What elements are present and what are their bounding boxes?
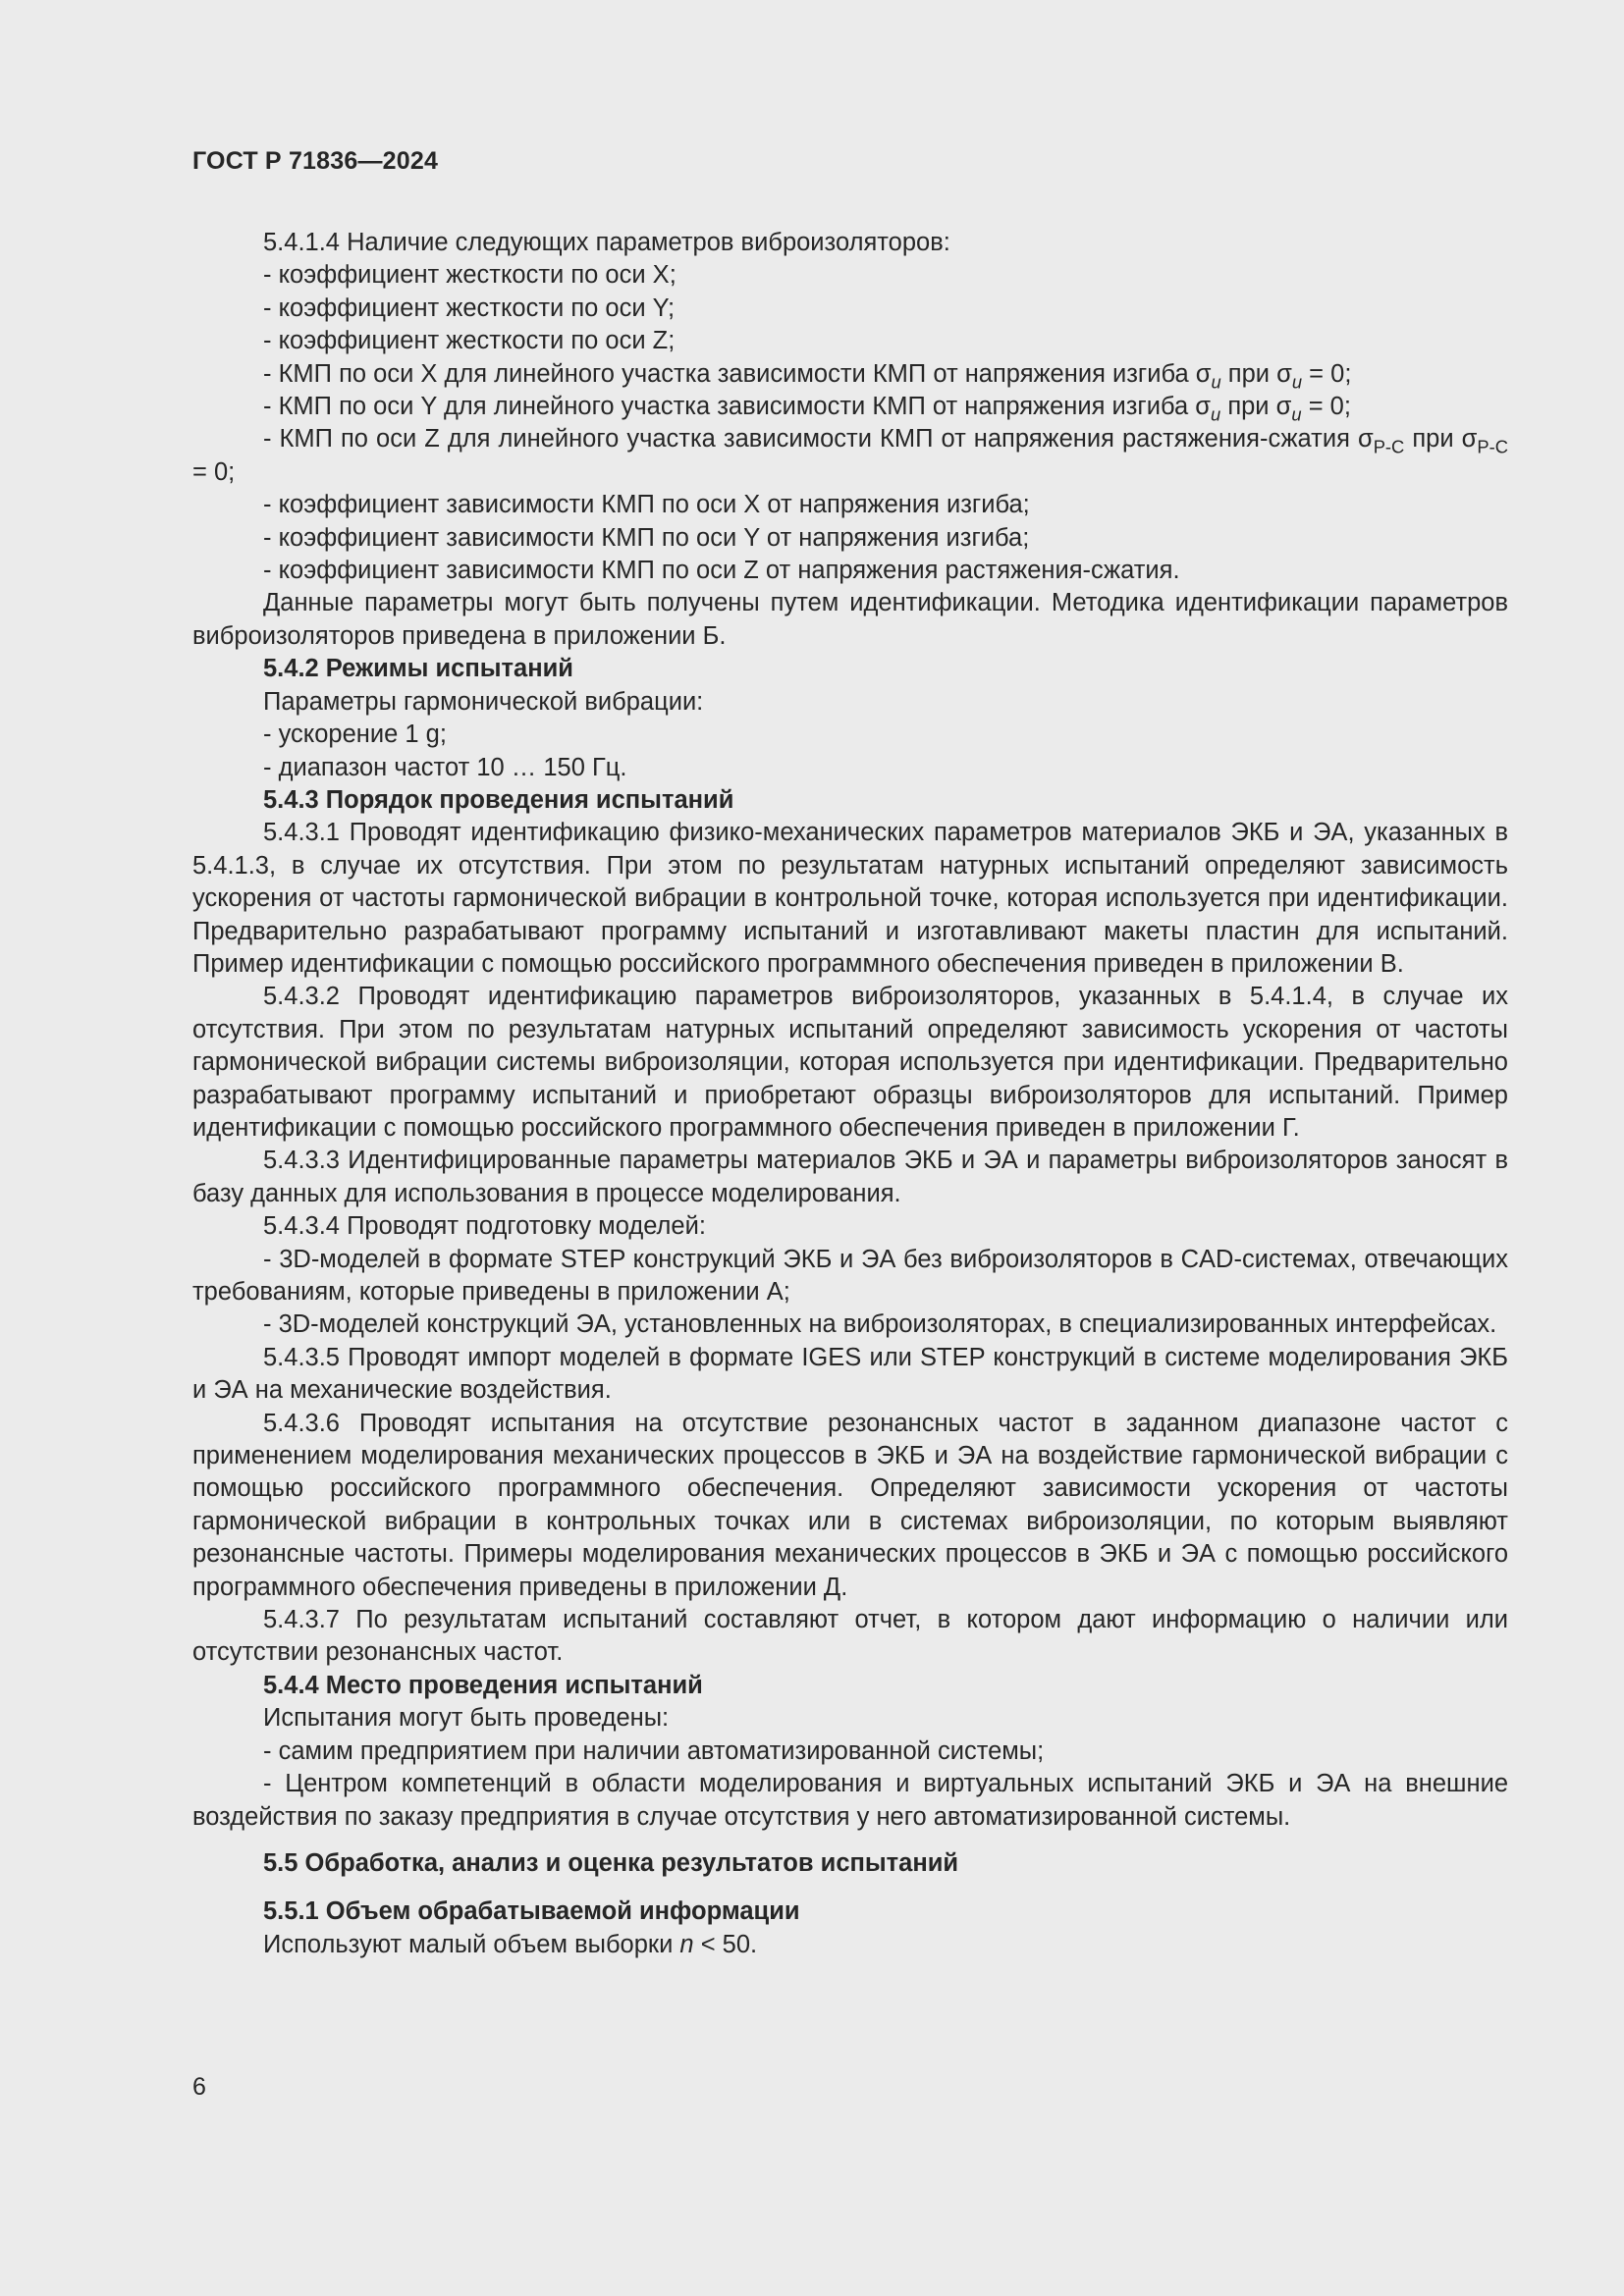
heading-5-4-3: 5.4.3 Порядок проведения испытаний (263, 785, 734, 814)
heading-5-4-2: 5.4.2 Режимы испытаний (263, 655, 573, 683)
paragraph: Испытания могут быть проведены: (263, 1704, 670, 1733)
paragraph-sample-size: Используют малый объем выборки n < 50. (263, 1930, 758, 1958)
list-item: - диапазон частот 10 … 150 Гц. (263, 753, 627, 781)
list-item: - коэффициент зависимости КМП по оси Z от напряжения растяжения-сжатия. (263, 557, 1180, 585)
clause-5-4-3-5: 5.4.3.5 Проводят импорт моделей в формате IGES или STEP конструкций в системе моделирования ЭКБ и ЭА на механические воздействия. (192, 1343, 1508, 1405)
list-item: - коэффициент зависимости КМП по оси Y от напряжения изгиба; (263, 523, 1030, 552)
document-body (192, 227, 1508, 1961)
list-item: - коэффициент жесткости по оси Z; (263, 327, 676, 355)
list-item: - коэффициент зависимости КМП по оси X от напряжения изгиба; (263, 491, 1030, 519)
clause-5-4-3-7: 5.4.3.7 По результатам испытаний составляют отчет, в котором дают информацию о наличии или отсутствии резонансных частот. (192, 1606, 1508, 1667)
clause-5-4-3-2: 5.4.3.2 Проводят идентификацию параметров виброизоляторов, указанных в 5.4.1.4, в случае их отсутствия. При этом по результатам натурных испытаний определяют зависимость ускорения от частоты гармонической вибрации системы виброизоляции, которая используется при идентификации. Предварительно разрабатывают программу испытаний и приобретают образцы виброизоляторов для испытаний. Пример идентификации с помощью российского программного обеспечения приведен в приложении Г. (192, 983, 1508, 1142)
clause-5-4-3-4: 5.4.3.4 Проводят подготовку моделей: (263, 1212, 706, 1241)
paragraph: Параметры гармонической вибрации: (263, 687, 704, 716)
list-item-kmp-z: - КМП по оси Z для линейного участка зависимости КМП от напряжения растяжения-сжатия $\sigma_{P-C}$ при $\sigma_{P-C} = 0$; (192, 425, 1508, 486)
heading-5-5-1: 5.5.1 Объем обрабатываемой информации (263, 1897, 800, 1926)
page-number: 6 (192, 2073, 206, 2101)
list-item-kmp-x: - КМП по оси X для линейного участка зависимости КМП от напряжения изгиба $\sigma_u$ при $\sigma_u = 0$; (263, 359, 1352, 393)
heading-5-4-4: 5.4.4 Место проведения испытаний (263, 1671, 703, 1699)
list-item: - 3D-моделей в формате STEP конструкций ЭКБ и ЭА без виброизоляторов в CAD-системах, отвечающих требованиям, которые приведены в приложении А; (192, 1245, 1508, 1306)
list-item: - Центром компетенций в области моделирования и виртуальных испытаний ЭКБ и ЭА на внешние воздействия по заказу предприятия в случае отсутствия у него автоматизированной системы. (192, 1770, 1508, 1831)
clause-5-4-1-4: 5.4.1.4 Наличие следующих параметров виброизоляторов: (263, 229, 950, 256)
list-item: - ускорение 1 g; (263, 721, 447, 749)
paragraph-identification: Данные параметры могут быть получены путем идентификации. Методика идентификации параметров виброизоляторов приведена в приложении Б. (192, 589, 1508, 650)
document-header: ГОСТ Р 71836—2024 (192, 147, 439, 175)
clause-5-4-3-6: 5.4.3.6 Проводят испытания на отсутствие резонансных частот в заданном диапазоне частот с применением моделирования механических процессов в ЭКБ и ЭА на воздействие гармонической вибрации с помощью российского программного обеспечения. Определяют зависимости ускорения от частоты гармонической вибрации в контрольных точках или в системах виброизоляции, по которым выявляют резонансные частоты. Примеры моделирования механических процессов в ЭКБ и ЭА с помощью российского программного обеспечения приведены в приложении Д. (192, 1409, 1508, 1601)
list-item: - коэффициент жесткости по оси Y; (263, 294, 676, 322)
clause-5-4-3-3: 5.4.3.3 Идентифицированные параметры материалов ЭКБ и ЭА и параметры виброизоляторов заносят в базу данных для использования в процессе моделирования. (192, 1147, 1508, 1207)
list-item-kmp-y: - КМП по оси Y для линейного участка зависимости КМП от напряжения изгиба $\sigma_u$ при $\sigma_u = 0$; (263, 393, 1351, 425)
clause-5-4-3-1: 5.4.3.1 Проводят идентификацию физико-механических параметров материалов ЭКБ и ЭА, указанных в 5.4.1.3, в случае их отсутствия. При этом по результатам натурных испытаний определяют зависимость ускорения от частоты гармонической вибрации в контрольной точке, которая используется при идентификации. Предварительно разрабатывают программу испытаний и изготавливают макеты пластин для испытаний. Пример идентификации с помощью российского программного обеспечения приведен в приложении В. (192, 819, 1508, 978)
list-item: - самим предприятием при наличии автоматизированной системы; (263, 1736, 1045, 1765)
heading-5-5: 5.5 Обработка, анализ и оценка результатов испытаний (263, 1848, 959, 1877)
list-item: - коэффициент жесткости по оси X; (263, 261, 677, 290)
list-item: - 3D-моделей конструкций ЭА, установленных на виброизоляторах, в специализированных интерфейсах. (263, 1310, 1497, 1339)
